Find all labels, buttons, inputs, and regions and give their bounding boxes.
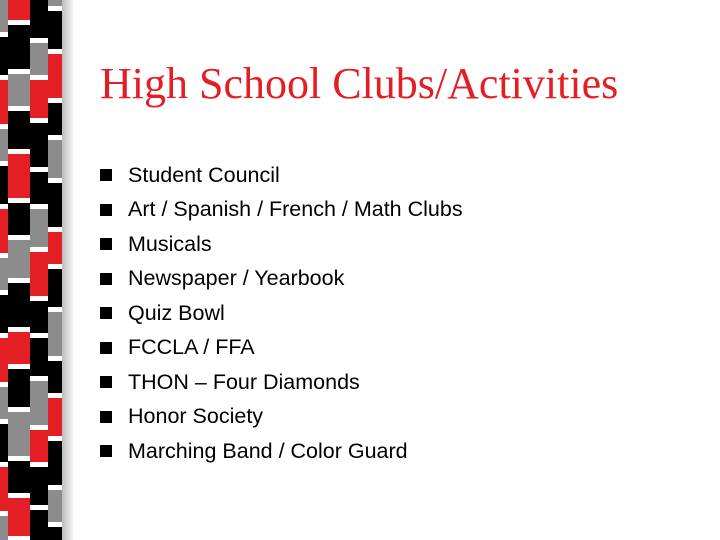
strip-segment <box>30 430 48 462</box>
list-item-text: Student Council <box>128 162 280 187</box>
list-item <box>100 158 463 193</box>
strip-shadow <box>62 0 73 540</box>
list-item-text: FCCLA / FFA <box>128 335 255 360</box>
strip-segment <box>30 338 48 376</box>
strip-segment <box>8 461 30 493</box>
list-item <box>100 227 463 262</box>
square-bullet-icon <box>100 445 112 457</box>
strip-segment <box>30 123 48 167</box>
strip-segment <box>8 25 30 69</box>
strip-segment <box>30 467 48 505</box>
strip-segment <box>8 154 30 198</box>
strip-segment <box>8 332 30 364</box>
list-item <box>100 400 463 435</box>
strip-segment <box>0 80 8 124</box>
list-item-text: Musicals <box>128 231 212 256</box>
strip-segment <box>0 387 8 419</box>
strip-segment <box>0 338 8 382</box>
strip-segment <box>0 516 8 540</box>
list-item <box>100 193 463 228</box>
strip-segment <box>8 203 30 235</box>
list-item <box>100 262 463 297</box>
strip-segment <box>8 0 30 20</box>
square-bullet-icon <box>100 273 112 285</box>
square-bullet-icon <box>100 307 112 319</box>
list-item-text: Quiz Bowl <box>128 300 225 325</box>
square-bullet-icon <box>100 204 112 216</box>
square-bullet-icon <box>100 169 112 181</box>
strip-segment <box>0 295 8 333</box>
strip-segment <box>30 80 48 118</box>
list-item-text: Honor Society <box>128 404 264 429</box>
strip-segment <box>8 498 30 536</box>
strip-segment <box>0 0 8 32</box>
strip-segment <box>30 172 48 204</box>
strip-segment <box>8 74 30 106</box>
strip-segment <box>8 111 30 149</box>
strip-segment <box>0 258 8 290</box>
strip-segment <box>0 467 8 511</box>
strip-segment <box>30 510 48 540</box>
square-bullet-icon <box>100 411 112 423</box>
list-item <box>100 434 463 469</box>
strip-segment <box>8 240 30 278</box>
square-bullet-icon <box>100 376 112 388</box>
strip-segment <box>8 412 30 456</box>
list-item <box>100 331 463 366</box>
list-item-text: THON – Four Diamonds <box>128 369 360 394</box>
list-item <box>100 365 463 400</box>
bullet-list <box>100 158 463 469</box>
strip-segment <box>30 381 48 425</box>
square-bullet-icon <box>100 342 112 354</box>
strip-segment <box>0 166 8 204</box>
square-bullet-icon <box>100 238 112 250</box>
list-item-text: Marching Band / Color Guard <box>128 438 408 463</box>
list-item <box>100 296 463 331</box>
strip-segment <box>8 369 30 407</box>
list-item-text: Newspaper / Yearbook <box>128 266 345 291</box>
list-item-text: Art / Spanish / French / Math Clubs <box>128 197 463 222</box>
decorative-side-strip <box>0 0 75 540</box>
strip-segment <box>30 209 48 247</box>
strip-segment <box>0 209 8 253</box>
strip-segment <box>0 129 8 161</box>
strip-segment <box>0 37 8 75</box>
strip-segment <box>30 252 48 296</box>
strip-segment <box>30 301 48 333</box>
strip-segment <box>8 283 30 327</box>
strip-segment <box>0 424 8 462</box>
strip-segment <box>30 43 48 75</box>
slide-title: High School Clubs/Activities <box>100 59 619 108</box>
strip-segment <box>30 0 48 38</box>
